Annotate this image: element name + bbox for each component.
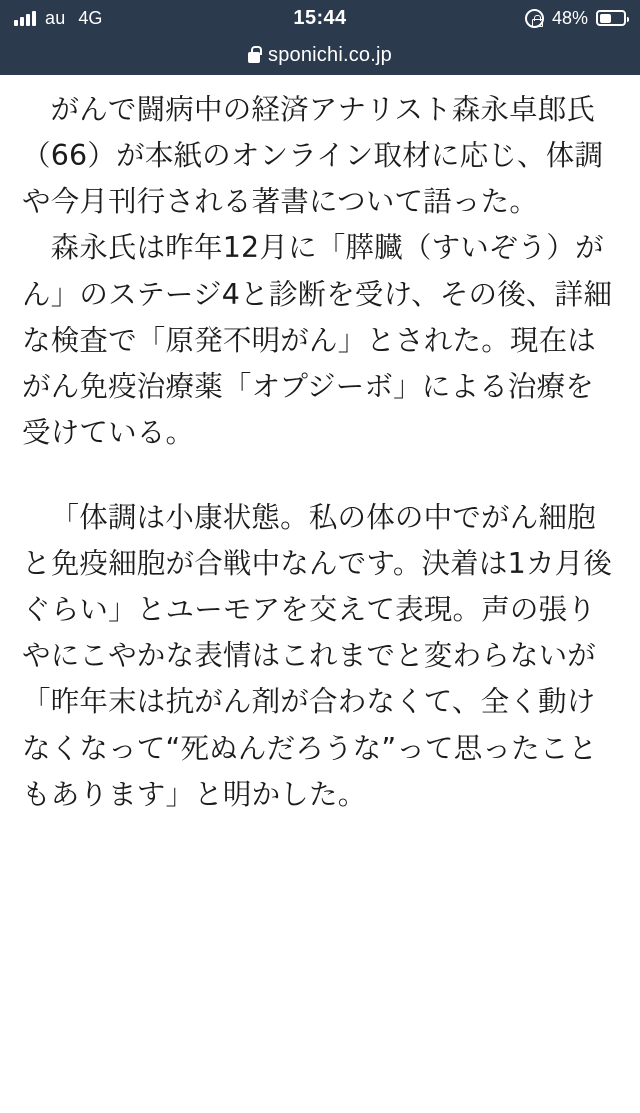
status-bar (0, 0, 640, 36)
padlock-icon (248, 52, 260, 63)
url-host-label: sponichi.co.jp (268, 43, 392, 66)
network-type-label: 4G (78, 7, 103, 28)
battery-icon (596, 10, 626, 26)
web-page-content[interactable] (0, 75, 640, 1113)
article-paragraph: 「体調は小康状態。私の体の中でがん細胞と免疫細胞が合戦中なんです。決着は1カ月後ぐらい」とユーモアを交えて表現。声の張りやにこやかな表情はこれまでと変わらないが「昨年末は抗がん剤が合わなくて、全く動けなくなって“死ぬんだろうな”って思ったこともあります」と明かした。 (22, 500, 613, 811)
carrier-label: au (45, 7, 66, 28)
browser-url-bar[interactable] (0, 36, 640, 75)
clock-label: 15:44 (293, 6, 347, 29)
article-paragraph: 森永氏は昨年12月に「膵臓（すいぞう）がん」のステージ4と診断を受け、その後、詳細な検査で「原発不明がん」とされた。現在はがん免疫治療薬「オプジーボ」による治療を受けている。 (22, 231, 613, 450)
article-paragraph: がんで闘病中の経済アナリスト森永卓郎氏（66）が本紙のオンライン取材に応じ、体調や今月刊行される著書について語った。 (22, 93, 604, 219)
article-body (22, 75, 618, 818)
rotation-lock-icon (525, 9, 544, 28)
battery-percent-label: 48% (551, 7, 588, 28)
